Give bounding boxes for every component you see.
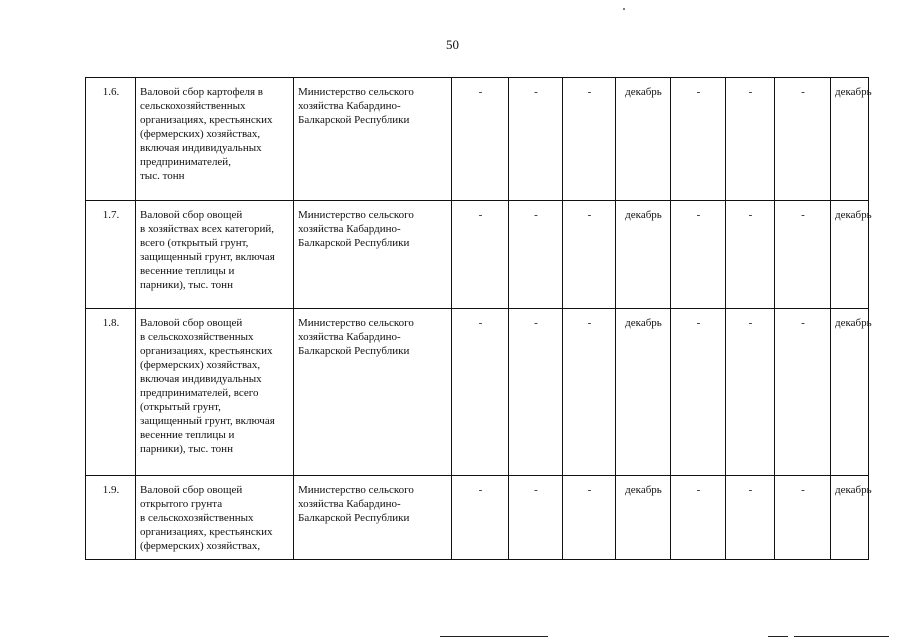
- organization-line: Балкарской Республики: [298, 114, 410, 126]
- empty-period-cell: -: [452, 78, 509, 201]
- description-line: в сельскохозяйственных: [140, 512, 254, 524]
- deadline-cell: декабрь: [831, 201, 869, 309]
- organization-line: хозяйства Кабардино-: [298, 498, 401, 510]
- empty-period-cell: -: [775, 476, 831, 560]
- deadline-cell: декабрь: [616, 78, 671, 201]
- empty-period-cell: -: [775, 78, 831, 201]
- description-line: включая индивидуальных: [140, 373, 262, 385]
- description-line: предпринимателей, всего: [140, 387, 259, 399]
- indicator-description: [136, 309, 294, 476]
- organization-line: Балкарской Республики: [298, 345, 410, 357]
- empty-period-cell: -: [452, 201, 509, 309]
- row-number: 1.8.: [86, 309, 136, 476]
- empty-period-cell: -: [452, 476, 509, 560]
- description-line: Валовой сбор картофеля в: [140, 86, 264, 98]
- row-number: 1.6.: [86, 78, 136, 201]
- description-line: парники), тыс. тонн: [140, 443, 233, 455]
- description-line: парники), тыс. тонн: [140, 279, 233, 291]
- organization-line: хозяйства Кабардино-: [298, 100, 401, 112]
- empty-period-cell: -: [726, 201, 775, 309]
- table-row: [86, 201, 869, 309]
- document-table: [85, 77, 872, 560]
- description-line: тыс. тонн: [140, 170, 185, 182]
- empty-period-cell: -: [671, 201, 726, 309]
- page-number: 50: [446, 37, 459, 52]
- empty-period-cell: -: [452, 309, 509, 476]
- description-line: весенние теплицы и: [140, 265, 235, 277]
- description-line: Валовой сбор овощей: [140, 317, 243, 329]
- responsible-organization: [294, 476, 452, 560]
- description-line: включая индивидуальных: [140, 142, 262, 154]
- description-line: Валовой сбор овощей: [140, 209, 243, 221]
- description-line: открытого грунта: [140, 498, 223, 510]
- description-line: предпринимателей,: [140, 156, 231, 168]
- empty-period-cell: -: [726, 78, 775, 201]
- description-line: (открытый грунт,: [140, 401, 221, 413]
- empty-period-cell: -: [563, 201, 616, 309]
- description-line: организациях, крестьянских: [140, 345, 273, 357]
- organization-line: Министерство сельского: [298, 86, 414, 98]
- deadline-cell: декабрь: [831, 476, 869, 560]
- deadline-cell: декабрь: [616, 476, 671, 560]
- empty-period-cell: -: [726, 309, 775, 476]
- description-line: организациях, крестьянских: [140, 526, 273, 538]
- row-number: 1.7.: [86, 201, 136, 309]
- table-row: [86, 309, 869, 476]
- empty-period-cell: -: [563, 78, 616, 201]
- empty-period-cell: -: [671, 476, 726, 560]
- description-line: организациях, крестьянских: [140, 114, 273, 126]
- deadline-cell: декабрь: [831, 78, 869, 201]
- empty-period-cell: -: [671, 78, 726, 201]
- footer-rule-1: [440, 636, 548, 637]
- table-row: [86, 476, 869, 560]
- description-line: (фермерских) хозяйствах,: [140, 128, 261, 140]
- description-line: сельскохозяйственных: [140, 100, 246, 112]
- description-line: в хозяйствах всех категорий,: [140, 223, 275, 235]
- empty-period-cell: -: [509, 309, 563, 476]
- row-number: 1.9.: [86, 476, 136, 560]
- empty-period-cell: -: [726, 476, 775, 560]
- description-line: (фермерских) хозяйствах,: [140, 540, 261, 552]
- description-line: защищенный грунт, включая: [140, 251, 275, 263]
- description-line: в сельскохозяйственных: [140, 331, 254, 343]
- organization-line: хозяйства Кабардино-: [298, 223, 401, 235]
- footer-rule-3: [794, 636, 889, 637]
- deadline-cell: декабрь: [616, 309, 671, 476]
- organization-line: Балкарской Республики: [298, 237, 410, 249]
- organization-line: Министерство сельского: [298, 317, 414, 329]
- description-line: Валовой сбор овощей: [140, 484, 243, 496]
- description-line: (фермерских) хозяйствах,: [140, 359, 261, 371]
- empty-period-cell: -: [775, 201, 831, 309]
- footer-rule-2: [768, 636, 788, 637]
- indicator-description: [136, 78, 294, 201]
- empty-period-cell: -: [563, 476, 616, 560]
- table-row: [86, 78, 869, 201]
- indicator-description: [136, 476, 294, 560]
- description-line: весенние теплицы и: [140, 429, 235, 441]
- empty-period-cell: -: [671, 309, 726, 476]
- deadline-cell: декабрь: [831, 309, 869, 476]
- empty-period-cell: -: [509, 78, 563, 201]
- organization-line: хозяйства Кабардино-: [298, 331, 401, 343]
- organization-line: Балкарской Республики: [298, 512, 410, 524]
- deadline-cell: декабрь: [616, 201, 671, 309]
- indicator-description: [136, 201, 294, 309]
- description-line: защищенный грунт, включая: [140, 415, 275, 427]
- empty-period-cell: -: [509, 476, 563, 560]
- responsible-organization: [294, 201, 452, 309]
- organization-line: Министерство сельского: [298, 209, 414, 221]
- empty-period-cell: -: [509, 201, 563, 309]
- responsible-organization: [294, 309, 452, 476]
- responsible-organization: [294, 78, 452, 201]
- empty-period-cell: -: [563, 309, 616, 476]
- empty-period-cell: -: [775, 309, 831, 476]
- description-line: всего (открытый грунт,: [140, 237, 249, 249]
- scan-speck: [623, 8, 625, 10]
- organization-line: Министерство сельского: [298, 484, 414, 496]
- table-body: [86, 78, 872, 560]
